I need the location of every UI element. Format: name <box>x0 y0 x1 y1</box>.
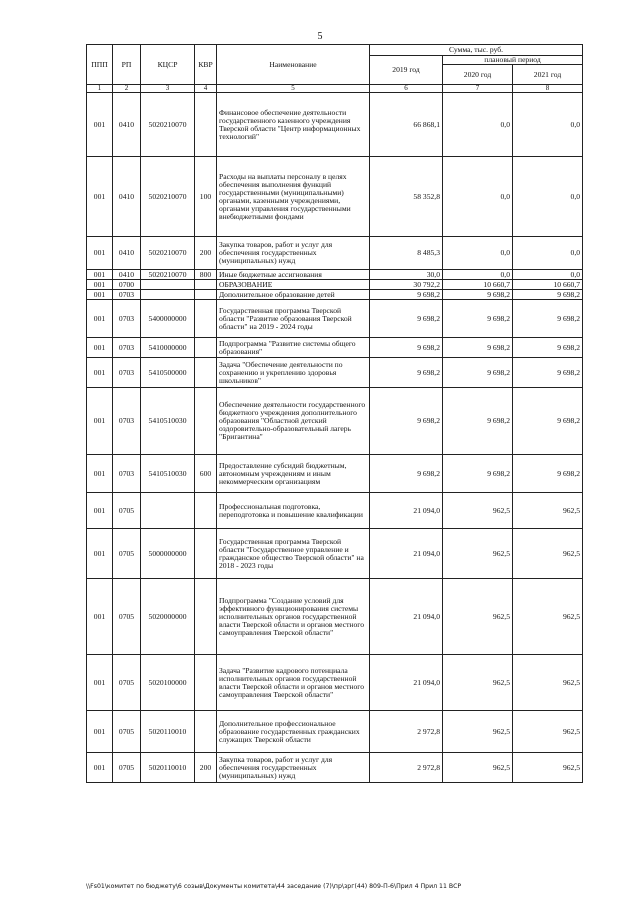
cell-rp: 0705 <box>113 579 141 655</box>
cell-kvr <box>195 711 217 753</box>
cell-2020: 962,5 <box>443 753 513 783</box>
column-index: 7 <box>443 85 513 93</box>
cell-2021: 9 698,2 <box>513 388 583 455</box>
cell-rp: 0700 <box>113 280 141 290</box>
cell-kcsr: 5020210070 <box>141 237 195 270</box>
column-index-row <box>87 85 583 93</box>
cell-name: Иные бюджетные ассигнования <box>217 270 370 280</box>
cell-rp: 0410 <box>113 237 141 270</box>
cell-kcsr: 5020210070 <box>141 93 195 157</box>
header-ppp: ППП <box>87 45 113 85</box>
cell-name: Расходы на выплаты персоналу в целях обеспечения выполнения функций государственными (муниципальными) органами, казенными учреждениями, органами управления государственными внебюджетными фондами <box>217 157 370 237</box>
cell-2019: 9 698,2 <box>370 388 443 455</box>
cell-ppp: 001 <box>87 529 113 579</box>
cell-name: Задача "Развитие кадрового потенциала исполнительных органов государственной власти Тверской области и органов местного самоуправления Тверской области" <box>217 655 370 711</box>
cell-2021: 962,5 <box>513 493 583 529</box>
cell-2019: 2 972,8 <box>370 711 443 753</box>
cell-ppp: 001 <box>87 280 113 290</box>
table-row <box>87 455 583 493</box>
cell-rp: 0705 <box>113 529 141 579</box>
cell-ppp: 001 <box>87 270 113 280</box>
cell-kvr: 100 <box>195 157 217 237</box>
budget-table <box>86 44 583 783</box>
cell-rp: 0705 <box>113 711 141 753</box>
cell-rp: 0705 <box>113 753 141 783</box>
table-row <box>87 388 583 455</box>
cell-2021: 962,5 <box>513 529 583 579</box>
cell-ppp: 001 <box>87 290 113 300</box>
cell-ppp: 001 <box>87 358 113 388</box>
cell-name: Финансовое обеспечение деятельности государственного казенного учреждения Тверской области "Центр информационных технологий" <box>217 93 370 157</box>
cell-kcsr <box>141 493 195 529</box>
table-row <box>87 270 583 280</box>
column-index: 2 <box>113 85 141 93</box>
cell-kvr <box>195 280 217 290</box>
cell-rp: 0703 <box>113 338 141 358</box>
header-year-2021: 2021 год <box>513 65 583 85</box>
cell-kvr <box>195 93 217 157</box>
cell-2019: 9 698,2 <box>370 455 443 493</box>
table-row <box>87 655 583 711</box>
cell-name: Обеспечение деятельности государственного бюджетного учреждения дополнительного образования "Областной детский оздоровительно-образовательный лагерь "Бригантина" <box>217 388 370 455</box>
cell-rp: 0410 <box>113 93 141 157</box>
cell-2019: 21 094,0 <box>370 493 443 529</box>
cell-2019: 8 485,3 <box>370 237 443 270</box>
cell-kvr <box>195 529 217 579</box>
cell-2019: 9 698,2 <box>370 338 443 358</box>
table-row <box>87 280 583 290</box>
cell-ppp: 001 <box>87 93 113 157</box>
cell-name: Предоставление субсидий бюджетным, автономным учреждениям и иным некоммерческим организациям <box>217 455 370 493</box>
cell-name: Закупка товаров, работ и услуг для обеспечения государственных (муниципальных) нужд <box>217 237 370 270</box>
cell-name: Задача "Обеспечение деятельности по сохранению и укреплению здоровья школьников" <box>217 358 370 388</box>
cell-ppp: 001 <box>87 237 113 270</box>
cell-name: Дополнительное образование детей <box>217 290 370 300</box>
cell-ppp: 001 <box>87 388 113 455</box>
cell-kvr <box>195 338 217 358</box>
table-row <box>87 753 583 783</box>
cell-ppp: 001 <box>87 579 113 655</box>
cell-kcsr: 5410510030 <box>141 388 195 455</box>
cell-kvr: 800 <box>195 270 217 280</box>
column-index: 1 <box>87 85 113 93</box>
page-number: 5 <box>317 31 323 42</box>
cell-kcsr <box>141 290 195 300</box>
cell-ppp: 001 <box>87 157 113 237</box>
cell-kcsr: 5410000000 <box>141 338 195 358</box>
cell-2019: 58 352,8 <box>370 157 443 237</box>
cell-kcsr <box>141 280 195 290</box>
cell-kcsr: 5020210070 <box>141 157 195 237</box>
column-index: 5 <box>217 85 370 93</box>
cell-rp: 0705 <box>113 655 141 711</box>
cell-rp: 0410 <box>113 270 141 280</box>
table-row <box>87 290 583 300</box>
cell-name: Подпрограмма "Создание условий для эффективного функционирования системы исполнительных органов государственной власти Тверской области и органов местного самоуправления Тверской области" <box>217 579 370 655</box>
table-row <box>87 237 583 270</box>
cell-kvr <box>195 493 217 529</box>
cell-2019: 2 972,8 <box>370 753 443 783</box>
cell-2020: 962,5 <box>443 711 513 753</box>
cell-name: Дополнительное профессиональное образование государственных гражданских служащих Тверской области <box>217 711 370 753</box>
cell-2020: 9 698,2 <box>443 455 513 493</box>
cell-2020: 962,5 <box>443 579 513 655</box>
table-row <box>87 493 583 529</box>
cell-2020: 962,5 <box>443 655 513 711</box>
cell-2020: 0,0 <box>443 93 513 157</box>
cell-name: Государственная программа Тверской области "Государственное управление и гражданское общество Тверской области" на 2018 - 2023 годы <box>217 529 370 579</box>
cell-ppp: 001 <box>87 338 113 358</box>
cell-2019: 21 094,0 <box>370 655 443 711</box>
column-index: 8 <box>513 85 583 93</box>
table-row <box>87 711 583 753</box>
header-kcsr: КЦСР <box>141 45 195 85</box>
column-index: 6 <box>370 85 443 93</box>
cell-ppp: 001 <box>87 753 113 783</box>
cell-kvr <box>195 655 217 711</box>
cell-kvr: 200 <box>195 753 217 783</box>
cell-kcsr: 5000000000 <box>141 529 195 579</box>
file-path-footer: \\Fs01\комитет по бюджету\6 созыв\Документы комитета\44 заседание (7)\пр\зрг(44) 809-П-6\Прил 4 Прил 11 ВСР <box>86 883 462 890</box>
cell-kcsr: 5020110010 <box>141 753 195 783</box>
table-row <box>87 358 583 388</box>
cell-2021: 0,0 <box>513 157 583 237</box>
cell-rp: 0410 <box>113 157 141 237</box>
cell-2020: 9 698,2 <box>443 300 513 338</box>
cell-rp: 0703 <box>113 300 141 338</box>
cell-rp: 0703 <box>113 358 141 388</box>
cell-ppp: 001 <box>87 455 113 493</box>
table-row <box>87 157 583 237</box>
cell-2019: 21 094,0 <box>370 579 443 655</box>
cell-kvr <box>195 358 217 388</box>
header-rp: РП <box>113 45 141 85</box>
cell-kvr <box>195 290 217 300</box>
cell-rp: 0703 <box>113 455 141 493</box>
cell-2021: 9 698,2 <box>513 300 583 338</box>
cell-2021: 0,0 <box>513 93 583 157</box>
cell-2020: 9 698,2 <box>443 338 513 358</box>
cell-2021: 962,5 <box>513 753 583 783</box>
table-row <box>87 579 583 655</box>
cell-2019: 30,0 <box>370 270 443 280</box>
cell-name: Подпрограмма "Развитие системы общего образования" <box>217 338 370 358</box>
cell-kvr <box>195 300 217 338</box>
cell-2021: 0,0 <box>513 237 583 270</box>
table-row <box>87 529 583 579</box>
table-row <box>87 93 583 157</box>
cell-rp: 0705 <box>113 493 141 529</box>
cell-rp: 0703 <box>113 290 141 300</box>
cell-name: Профессиональная подготовка, переподготовка и повышение квалификации <box>217 493 370 529</box>
cell-name: ОБРАЗОВАНИЕ <box>217 280 370 290</box>
header-name: Наименование <box>217 45 370 85</box>
cell-2021: 962,5 <box>513 655 583 711</box>
header-year-2020: 2020 год <box>443 65 513 85</box>
column-index: 3 <box>141 85 195 93</box>
cell-kcsr: 5020210070 <box>141 270 195 280</box>
cell-2020: 9 698,2 <box>443 388 513 455</box>
cell-2020: 962,5 <box>443 529 513 579</box>
cell-ppp: 001 <box>87 711 113 753</box>
header-year-2019: 2019 год <box>370 56 443 85</box>
cell-2020: 0,0 <box>443 237 513 270</box>
cell-2021: 9 698,2 <box>513 338 583 358</box>
table-row <box>87 338 583 358</box>
cell-kcsr: 5020110010 <box>141 711 195 753</box>
cell-2020: 9 698,2 <box>443 358 513 388</box>
cell-ppp: 001 <box>87 493 113 529</box>
cell-kvr: 600 <box>195 455 217 493</box>
cell-kvr <box>195 388 217 455</box>
cell-2020: 0,0 <box>443 157 513 237</box>
cell-2020: 10 660,7 <box>443 280 513 290</box>
cell-2020: 962,5 <box>443 493 513 529</box>
cell-kcsr: 5400000000 <box>141 300 195 338</box>
cell-kcsr: 5020000000 <box>141 579 195 655</box>
cell-2019: 30 792,2 <box>370 280 443 290</box>
cell-name: Закупка товаров, работ и услуг для обеспечения государственных (муниципальных) нужд <box>217 753 370 783</box>
cell-2020: 0,0 <box>443 270 513 280</box>
cell-2020: 9 698,2 <box>443 290 513 300</box>
cell-2021: 9 698,2 <box>513 290 583 300</box>
header-planned-period: плановый период <box>443 56 583 65</box>
table-row <box>87 300 583 338</box>
cell-kcsr: 5410510030 <box>141 455 195 493</box>
cell-2019: 9 698,2 <box>370 290 443 300</box>
cell-2019: 9 698,2 <box>370 300 443 338</box>
cell-kvr <box>195 579 217 655</box>
header-sum: Сумма, тыс. руб. <box>370 45 583 56</box>
cell-2021: 962,5 <box>513 711 583 753</box>
cell-2021: 962,5 <box>513 579 583 655</box>
cell-name: Государственная программа Тверской области "Развитие образования Тверской области" на 2019 - 2024 годы <box>217 300 370 338</box>
cell-kvr: 200 <box>195 237 217 270</box>
cell-rp: 0703 <box>113 388 141 455</box>
cell-2019: 21 094,0 <box>370 529 443 579</box>
cell-2021: 0,0 <box>513 270 583 280</box>
cell-2021: 9 698,2 <box>513 455 583 493</box>
cell-kcsr: 5410500000 <box>141 358 195 388</box>
cell-2021: 10 660,7 <box>513 280 583 290</box>
cell-2021: 9 698,2 <box>513 358 583 388</box>
header-kvr: КВР <box>195 45 217 85</box>
cell-ppp: 001 <box>87 300 113 338</box>
cell-ppp: 001 <box>87 655 113 711</box>
column-index: 4 <box>195 85 217 93</box>
cell-2019: 9 698,2 <box>370 358 443 388</box>
cell-2019: 66 868,1 <box>370 93 443 157</box>
cell-kcsr: 5020100000 <box>141 655 195 711</box>
